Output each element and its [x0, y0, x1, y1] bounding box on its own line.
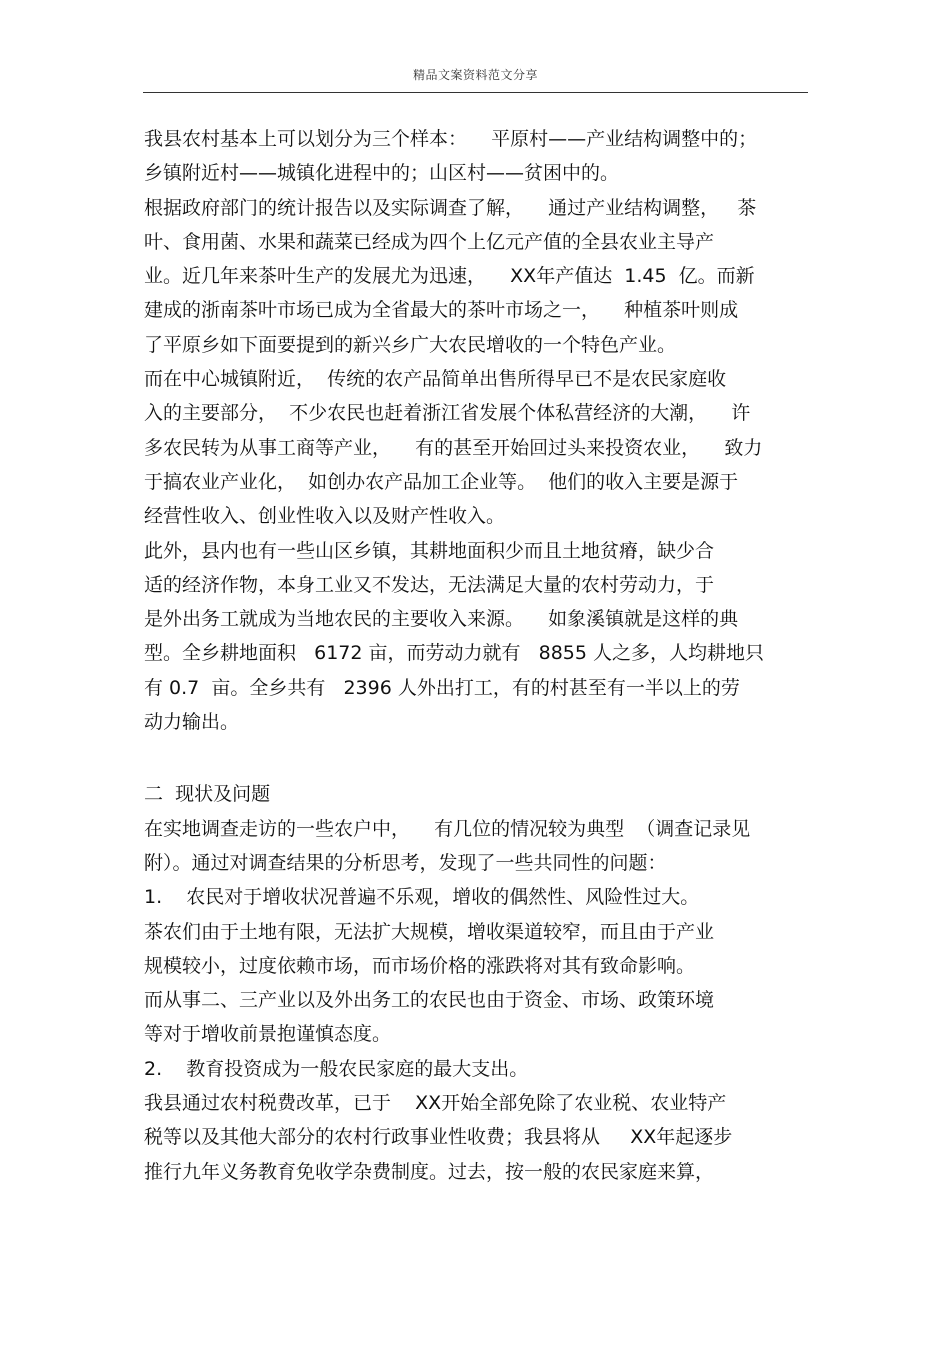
paragraph-block-2 [144, 777, 809, 1189]
text-line: 于搞农业产业化， 如创办农产品加工企业等。 他们的收入主要是源于 [144, 470, 739, 493]
text-line: 等对于增收前景抱谨慎态度。 [144, 1023, 392, 1046]
text-line: 推行九年义务教育免收学杂费制度。过去，按一般的农民家庭来算， [144, 1160, 715, 1183]
header-title: 精品文案资料范文分享 [412, 68, 538, 82]
text-line: 此外，县内也有一些山区乡镇，其耕地面积少而且土地贫瘠，缺少合 [144, 539, 715, 562]
text-line: 茶农们由于土地有限，无法扩大规模，增收渠道较窄，而且由于产业 [144, 920, 715, 943]
text-line: 我县通过农村税费改革，已于 XX开始全部免除了农业税、农业特产 [144, 1092, 727, 1115]
text-line: 附）。通过对调查结果的分析思考，发现了一些共同性的问题： [144, 851, 667, 874]
text-line: 叶、食用菌、水果和蔬菜已经成为四个上亿元产值的全县农业主导产 [144, 230, 715, 253]
text-line: 有 0.7 亩。全乡共有 2396 人外出打工，有的村甚至有一半以上的劳 [144, 676, 740, 699]
text-line: 规模较小，过度依赖市场，而市场价格的涨跌将对其有致命影响。 [144, 954, 696, 977]
text-line: 建成的浙南茶叶市场已成为全省最大的茶叶市场之一， 种植茶叶则成 [144, 299, 739, 322]
text-line: 根据政府部门的统计报告以及实际调查了解， 通过产业结构调整， 茶 [144, 196, 757, 219]
text-line: 业。近几年来茶叶生产的发展尤为迅速， XX年产值达 1.45 亿。而新 [144, 265, 755, 288]
paragraph-block-1 [144, 122, 809, 739]
section-heading: 二 现状及问题 [144, 783, 271, 806]
paragraph-gap [144, 739, 809, 777]
text-line: 适的经济作物，本身工业又不发达，无法满足大量的农村劳动力，于 [144, 573, 715, 596]
text-line: 多农民转为从事工商等产业， 有的甚至开始回过头来投资农业， 致力 [144, 436, 763, 459]
text-line: 而从事二、三产业以及外出务工的农民也由于资金、市场、政策环境 [144, 989, 715, 1012]
text-line: 我县农村基本上可以划分为三个样本： 平原村——产业结构调整中的； [144, 128, 758, 150]
text-line: 税等以及其他大部分的农村行政事业性收费；我县将从 XX年起逐步 [144, 1126, 733, 1149]
text-line: 经营性收入、创业性收入以及财产性收入。 [144, 505, 506, 528]
page-header [143, 62, 808, 93]
text-line: 了平原乡如下面要提到的新兴乡广大农民增收的一个特色产业。 [144, 333, 677, 356]
text-line: 在实地调查走访的一些农户中， 有几位的情况较为典型 （调查记录见 [144, 817, 751, 840]
text-line: 2. 教育投资成为一般农民家庭的最大支出。 [144, 1057, 529, 1080]
text-line: 是外出务工就成为当地农民的主要收入来源。 如象溪镇就是这样的典 [144, 608, 739, 631]
text-line: 型。全乡耕地面积 6172 亩，而劳动力就有 8855 人之多，人均耕地只 [144, 642, 765, 665]
document-body [144, 122, 809, 1189]
text-line: 动力输出。 [144, 711, 240, 734]
text-line: 乡镇附近村——城镇化进程中的；山区村——贫困中的。 [144, 162, 620, 185]
text-line: 而在中心城镇附近， 传统的农产品简单出售所得早已不是农民家庭收 [144, 368, 727, 391]
text-line: 1. 农民对于增收状况普遍不乐观，增收的偶然性、风险性过大。 [144, 886, 700, 909]
text-line: 入的主要部分， 不少农民也赶着浙江省发展个体私营经济的大潮， 许 [144, 402, 751, 425]
